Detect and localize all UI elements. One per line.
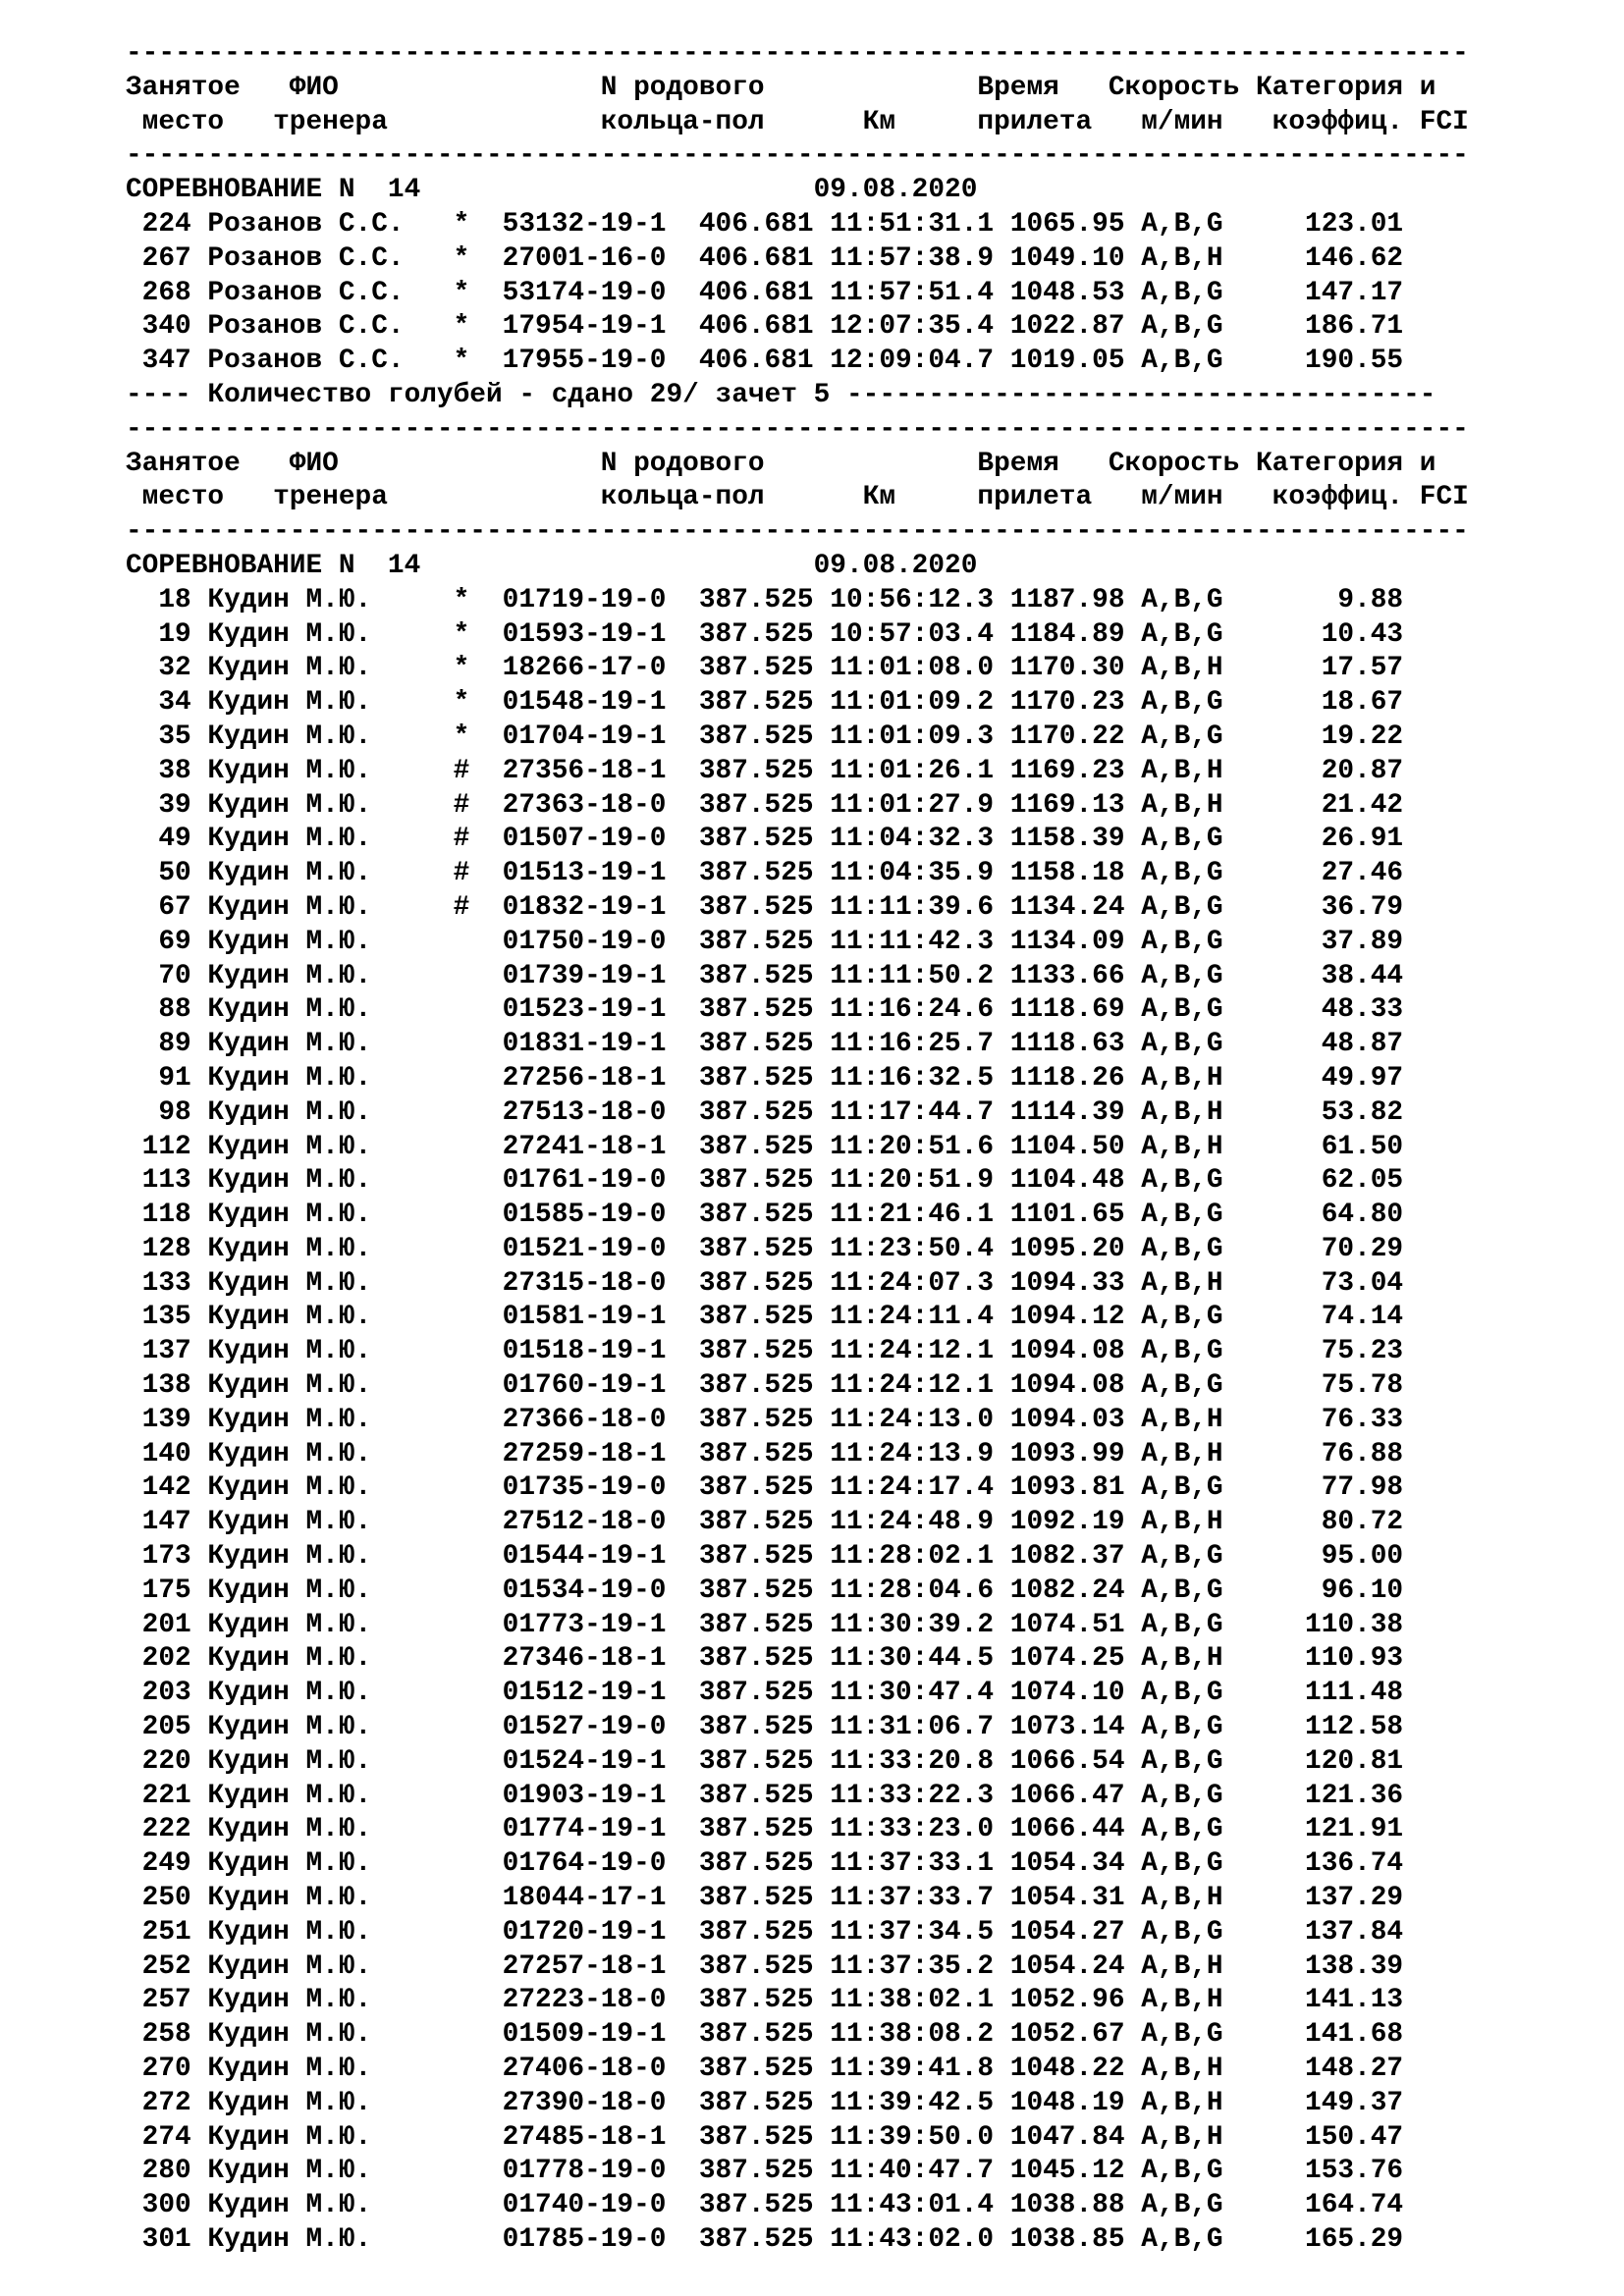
result-row: 267 Розанов С.С. * 27001-16-0 406.681 11:57:38.9 1049.10 A,B,H 146.62 (126, 242, 1404, 274)
result-row: 112 Кудин М.Ю. 27241-18-1 387.525 11:20:51.6 1104.50 A,B,H 61.50 (126, 1131, 1404, 1162)
separator-line: ---------------------------------------------------------------------------------- (126, 38, 1469, 69)
result-row: 203 Кудин М.Ю. 01512-19-1 387.525 11:30:47.4 1074.10 A,B,G 111.48 (126, 1678, 1404, 1709)
result-row: 128 Кудин М.Ю. 01521-19-0 387.525 11:23:50.4 1095.20 A,B,G 70.29 (126, 1233, 1404, 1264)
result-row: 142 Кудин М.Ю. 01735-19-0 387.525 11:24:17.4 1093.81 A,B,G 77.98 (126, 1472, 1404, 1504)
section-footer: ---- Количество голубей - сдано 29/ зачет 5 ------------------------------------ (126, 379, 1436, 410)
result-row: 301 Кудин М.Ю. 01785-19-0 387.525 11:43:02.0 1038.85 A,B,G 165.29 (126, 2224, 1404, 2255)
result-row: 222 Кудин М.Ю. 01774-19-1 387.525 11:33:23.0 1066.44 A,B,G 121.91 (126, 1814, 1404, 1845)
result-row: 257 Кудин М.Ю. 27223-18-0 387.525 11:38:02.1 1052.96 A,B,H 141.13 (126, 1985, 1404, 2016)
result-row: 205 Кудин М.Ю. 01527-19-0 387.525 11:31:06.7 1073.14 A,B,G 112.58 (126, 1712, 1404, 1743)
result-row: 49 Кудин М.Ю. # 01507-19-0 387.525 11:04:32.3 1158.39 A,B,G 26.91 (126, 824, 1404, 855)
result-row: 202 Кудин М.Ю. 27346-18-1 387.525 11:30:44.5 1074.25 A,B,H 110.93 (126, 1643, 1404, 1675)
column-header-line-1: Занятое ФИО N родового Время Скорость Категория и (126, 72, 1436, 103)
result-row: 139 Кудин М.Ю. 27366-18-0 387.525 11:24:13.0 1094.03 A,B,H 76.33 (126, 1404, 1404, 1435)
result-row: 249 Кудин М.Ю. 01764-19-0 387.525 11:37:33.1 1054.34 A,B,G 136.74 (126, 1848, 1404, 1880)
separator-line: ---------------------------------------------------------------------------------- (126, 140, 1469, 172)
result-row: 340 Розанов С.С. * 17954-19-1 406.681 12:07:35.4 1022.87 A,B,G 186.71 (126, 311, 1404, 343)
result-row: 272 Кудин М.Ю. 27390-18-0 387.525 11:39:42.5 1048.19 A,B,H 149.37 (126, 2087, 1404, 2118)
result-row: 138 Кудин М.Ю. 01760-19-1 387.525 11:24:12.1 1094.08 A,B,G 75.78 (126, 1370, 1404, 1402)
result-row: 34 Кудин М.Ю. * 01548-19-1 387.525 11:01:09.2 1170.23 A,B,G 18.67 (126, 687, 1404, 719)
result-row: 133 Кудин М.Ю. 27315-18-0 387.525 11:24:07.3 1094.33 A,B,H 73.04 (126, 1267, 1404, 1299)
result-row: 135 Кудин М.Ю. 01581-19-1 387.525 11:24:11.4 1094.12 A,B,G 74.14 (126, 1302, 1404, 1333)
result-row: 70 Кудин М.Ю. 01739-19-1 387.525 11:11:50.2 1133.66 A,B,G 38.44 (126, 960, 1404, 991)
column-header-line-2: место тренера кольца-пол Км прилета м/мин коэффиц. FCI (126, 106, 1469, 137)
result-row: 69 Кудин М.Ю. 01750-19-0 387.525 11:11:42.3 1134.09 A,B,G 37.89 (126, 926, 1404, 957)
column-header-line-1: Занятое ФИО N родового Время Скорость Категория и (126, 448, 1436, 479)
result-row: 347 Розанов С.С. * 17955-19-0 406.681 12:09:04.7 1019.05 A,B,G 190.55 (126, 346, 1404, 377)
separator-line: ---------------------------------------------------------------------------------- (126, 516, 1469, 548)
result-row: 268 Розанов С.С. * 53174-19-0 406.681 11:57:51.4 1048.53 A,B,G 147.17 (126, 277, 1404, 308)
result-row: 221 Кудин М.Ю. 01903-19-1 387.525 11:33:22.3 1066.47 A,B,G 121.36 (126, 1780, 1404, 1811)
result-row: 300 Кудин М.Ю. 01740-19-0 387.525 11:43:01.4 1038.88 A,B,G 164.74 (126, 2190, 1404, 2221)
result-row: 258 Кудин М.Ю. 01509-19-1 387.525 11:38:08.2 1052.67 A,B,G 141.68 (126, 2019, 1404, 2051)
result-row: 173 Кудин М.Ю. 01544-19-1 387.525 11:28:02.1 1082.37 A,B,G 95.00 (126, 1541, 1404, 1573)
competition-title: СОРЕВНОВАНИЕ N 14 09.08.2020 (126, 550, 978, 581)
result-row: 175 Кудин М.Ю. 01534-19-0 387.525 11:28:04.6 1082.24 A,B,G 96.10 (126, 1575, 1404, 1606)
result-row: 91 Кудин М.Ю. 27256-18-1 387.525 11:16:32.5 1118.26 A,B,H 49.97 (126, 1062, 1404, 1094)
result-row: 118 Кудин М.Ю. 01585-19-0 387.525 11:21:46.1 1101.65 A,B,G 64.80 (126, 1200, 1404, 1231)
result-row: 147 Кудин М.Ю. 27512-18-0 387.525 11:24:48.9 1092.19 A,B,H 80.72 (126, 1507, 1404, 1538)
result-row: 113 Кудин М.Ю. 01761-19-0 387.525 11:20:51.9 1104.48 A,B,G 62.05 (126, 1165, 1404, 1197)
result-row: 89 Кудин М.Ю. 01831-19-1 387.525 11:16:25.7 1118.63 A,B,G 48.87 (126, 1029, 1404, 1060)
result-row: 35 Кудин М.Ю. * 01704-19-1 387.525 11:01:09.3 1170.22 A,B,G 19.22 (126, 721, 1404, 752)
result-row: 224 Розанов С.С. * 53132-19-1 406.681 11:51:31.1 1065.95 A,B,G 123.01 (126, 208, 1404, 240)
result-row: 280 Кудин М.Ю. 01778-19-0 387.525 11:40:47.7 1045.12 A,B,G 153.76 (126, 2156, 1404, 2187)
result-row: 32 Кудин М.Ю. * 18266-17-0 387.525 11:01:08.0 1170.30 A,B,H 17.57 (126, 653, 1404, 684)
result-row: 140 Кудин М.Ю. 27259-18-1 387.525 11:24:13.9 1093.99 A,B,H 76.88 (126, 1438, 1404, 1469)
result-row: 201 Кудин М.Ю. 01773-19-1 387.525 11:30:39.2 1074.51 A,B,G 110.38 (126, 1609, 1404, 1640)
result-row: 39 Кудин М.Ю. # 27363-18-0 387.525 11:01:27.9 1169.13 A,B,H 21.42 (126, 789, 1404, 821)
result-row: 67 Кудин М.Ю. # 01832-19-1 387.525 11:11:39.6 1134.24 A,B,G 36.79 (126, 891, 1404, 923)
result-row: 251 Кудин М.Ю. 01720-19-1 387.525 11:37:34.5 1054.27 A,B,G 137.84 (126, 1916, 1404, 1948)
result-row: 270 Кудин М.Ю. 27406-18-0 387.525 11:39:41.8 1048.22 A,B,H 148.27 (126, 2054, 1404, 2085)
result-row: 250 Кудин М.Ю. 18044-17-1 387.525 11:37:33.7 1054.31 A,B,H 137.29 (126, 1883, 1404, 1914)
result-row: 50 Кудин М.Ю. # 01513-19-1 387.525 11:04:35.9 1158.18 A,B,G 27.46 (126, 858, 1404, 889)
result-row: 19 Кудин М.Ю. * 01593-19-1 387.525 10:57:03.4 1184.89 A,B,G 10.43 (126, 618, 1404, 650)
result-row: 18 Кудин М.Ю. * 01719-19-0 387.525 10:56:12.3 1187.98 A,B,G 9.88 (126, 584, 1404, 615)
result-row: 88 Кудин М.Ю. 01523-19-1 387.525 11:16:24.6 1118.69 A,B,G 48.33 (126, 994, 1404, 1026)
competition-title: СОРЕВНОВАНИЕ N 14 09.08.2020 (126, 175, 978, 206)
results-sheet (126, 37, 1598, 2258)
result-row: 137 Кудин М.Ю. 01518-19-1 387.525 11:24:12.1 1094.08 A,B,G 75.23 (126, 1336, 1404, 1367)
result-row: 252 Кудин М.Ю. 27257-18-1 387.525 11:37:35.2 1054.24 A,B,H 138.39 (126, 1950, 1404, 1982)
separator-line: ---------------------------------------------------------------------------------- (126, 413, 1469, 445)
result-row: 274 Кудин М.Ю. 27485-18-1 387.525 11:39:50.0 1047.84 A,B,H 150.47 (126, 2121, 1404, 2153)
result-row: 98 Кудин М.Ю. 27513-18-0 387.525 11:17:44.7 1114.39 A,B,H 53.82 (126, 1096, 1404, 1128)
column-header-line-2: место тренера кольца-пол Км прилета м/мин коэффиц. FCI (126, 482, 1469, 513)
result-row: 220 Кудин М.Ю. 01524-19-1 387.525 11:33:20.8 1066.54 A,B,G 120.81 (126, 1745, 1404, 1777)
result-row: 38 Кудин М.Ю. # 27356-18-1 387.525 11:01:26.1 1169.23 A,B,H 20.87 (126, 755, 1404, 786)
